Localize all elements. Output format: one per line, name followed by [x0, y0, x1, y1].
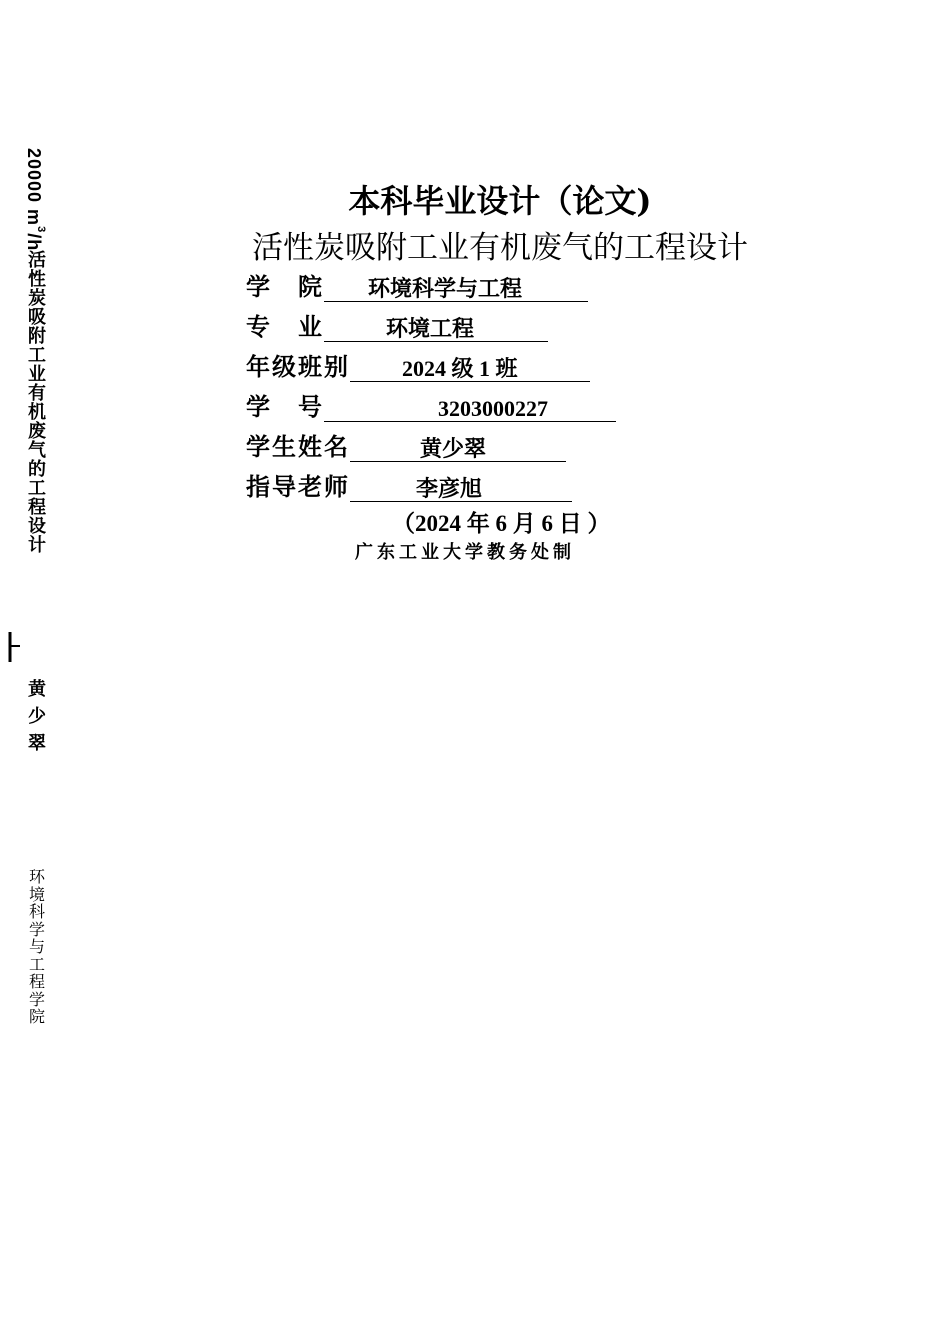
advisor-label: 指导老师	[246, 473, 350, 501]
college-label: 学 院	[246, 273, 324, 301]
spine-school-char: 科	[28, 902, 45, 921]
spine-title-char: 附	[28, 326, 46, 348]
spine-school-char: 学	[28, 989, 45, 1009]
spine-school-char: 程	[28, 972, 45, 991]
class-row	[246, 346, 590, 382]
spine-title-char: 性	[28, 269, 46, 291]
spine-title-char: 工	[28, 478, 46, 500]
major-value: 环境工程	[324, 314, 548, 342]
student-name-row	[246, 426, 566, 462]
spine-title-char: 吸	[28, 307, 46, 329]
spine-name-rest	[28, 707, 46, 761]
issuing-office: 广东工业大学教务处制	[355, 542, 575, 563]
spine-title-char: 的	[28, 459, 46, 481]
major-label: 专 业	[246, 313, 324, 341]
advisor-row	[246, 466, 572, 502]
page-title: 本科毕业设计（论文)	[348, 182, 652, 220]
spine-school	[24, 868, 50, 1026]
college-row	[246, 266, 588, 302]
spine-title-char: 业	[28, 364, 46, 386]
submission-date: （2024 年 6 月 6 日 ）	[392, 511, 611, 536]
student-name-value: 黄少翠	[350, 434, 566, 462]
spine-school-char: 环	[28, 867, 45, 886]
spine-title-prefix: 20000 m	[24, 148, 44, 227]
spine-name-char: 黄	[28, 679, 46, 700]
spine-title-char: 气	[28, 440, 46, 462]
spine-title-char: 炭	[28, 288, 46, 310]
spine-school-char: 境	[28, 884, 45, 904]
spine-title-text	[28, 251, 46, 555]
spine-title-char: 机	[28, 402, 46, 424]
college-value: 环境科学与工程	[324, 274, 588, 302]
spine-title-char: 工	[28, 345, 46, 367]
spine-student-name	[24, 680, 50, 769]
thesis-title: 活性炭吸附工业有机废气的工程设计	[252, 230, 748, 266]
class-value: 2024 级 1 班	[350, 354, 590, 382]
spine-name-char: 少	[28, 706, 46, 727]
spine-title-char: 有	[28, 383, 46, 405]
spine-divider-mark	[0, 632, 20, 662]
spine-title-char: 设	[28, 516, 46, 538]
spine-school-char: 工	[28, 954, 45, 974]
student-id-value: 3203000227	[324, 394, 616, 422]
spine-title-char: 计	[28, 535, 46, 557]
spine-school-char: 院	[28, 1007, 45, 1026]
student-id-label: 学 号	[246, 393, 324, 421]
spine-title-sup: 3	[35, 226, 47, 234]
spine-title-char: 废	[28, 421, 46, 443]
spine-title-char: 活	[28, 250, 46, 272]
spine-title-char: 程	[28, 497, 46, 519]
student-id-row	[246, 386, 616, 422]
spine-title-unit: /h	[24, 233, 44, 252]
class-label: 年级班别	[246, 353, 350, 381]
spine-school-char: 学	[28, 919, 45, 939]
major-row	[246, 306, 548, 342]
spine-school-char: 与	[28, 937, 45, 956]
spine-name-char: 翠	[28, 733, 46, 754]
student-name-label: 学生姓名	[246, 433, 350, 461]
advisor-value: 李彦旭	[350, 474, 572, 502]
